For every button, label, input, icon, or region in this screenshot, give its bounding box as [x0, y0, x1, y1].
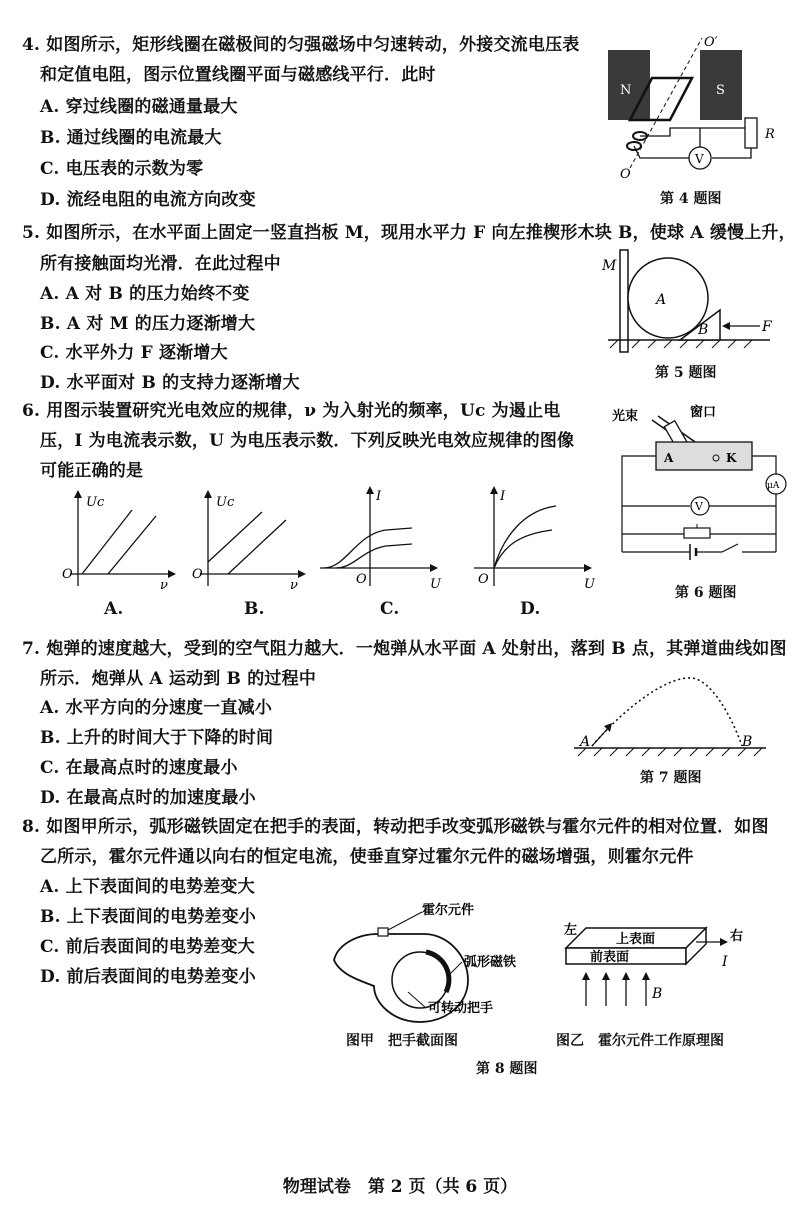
q8-option-b: B. 上下表面间的电势差变小: [40, 907, 257, 927]
resistor: [745, 118, 757, 148]
q6a-xlabel: ν: [160, 578, 168, 593]
q8-figure-b: [556, 918, 766, 1010]
q8-stem-line1: 8. 如图甲所示，弧形磁铁固定在把手的表面，转动把手改变弧形磁铁与霍尔元件的相对位置．如图: [22, 817, 769, 837]
q7-option-a: A. 水平方向的分速度一直减小: [40, 698, 273, 718]
q4-stem-line2: 和定值电阻，图示位置线圈平面与磁感线平行．此时: [40, 65, 436, 85]
q5-option-d: D. 水平面对 B 的支持力逐渐增大: [40, 373, 300, 393]
q6-stem-line1: 6. 用图示装置研究光电效应的规律，ν 为入射光的频率，Uc 为遏止电: [22, 401, 561, 421]
q5-option-b: B. A 对 M 的压力逐渐增大: [40, 314, 256, 334]
q6-graph-c: [316, 484, 446, 590]
page-footer: 物理试卷 第 2 页（共 6 页）: [282, 1177, 518, 1197]
q5-option-a: A. A 对 B 的压力始终不变: [40, 284, 250, 304]
q6d-xlabel: U: [584, 577, 595, 592]
q4-caption: 第 4 题图: [660, 191, 722, 207]
q4-label-r: R: [765, 127, 775, 142]
q5-stem-line2: 所有接触面均光滑．在此过程中: [40, 254, 281, 274]
q6b-xlabel: ν: [290, 578, 298, 593]
q8b-label-front: 前表面: [590, 950, 630, 965]
q6c-origin: O: [356, 572, 367, 587]
q4-label-n: N: [620, 83, 632, 98]
q8-option-c: C. 前后表面间的电势差变大: [40, 937, 255, 957]
trajectory: [592, 678, 742, 746]
q5-label-b: B: [698, 322, 709, 338]
q5-caption: 第 5 题图: [655, 365, 717, 381]
q6-graph-d: [470, 484, 600, 590]
q4-option-d: D. 流经电阻的电流方向改变: [40, 190, 256, 210]
q6d-ylabel: I: [500, 489, 506, 504]
q6-label-a: A: [664, 451, 674, 465]
wall-m: [620, 250, 628, 352]
q6b-ylabel: Uc: [216, 495, 235, 510]
q6-label-beam: 光束: [612, 409, 639, 424]
q8-caption: 第 8 题图: [476, 1061, 538, 1077]
q7-figure: [570, 672, 770, 762]
q8b-label-i: I: [722, 954, 728, 970]
q8-option-d: D. 前后表面间的电势差变小: [40, 967, 256, 987]
q6-label-window: 窗口: [690, 405, 717, 420]
q4-figure: [600, 28, 790, 188]
q7-label-b: B: [742, 734, 753, 750]
q8b-label-b: B: [652, 986, 663, 1002]
q6c-ylabel: I: [376, 489, 382, 504]
q5-label-a: A: [656, 292, 667, 308]
q8-figure-a: [328, 900, 528, 1030]
q6a-ylabel: Uc: [86, 495, 105, 510]
q6-caption: 第 6 题图: [675, 585, 737, 601]
q7-caption: 第 7 题图: [640, 770, 702, 786]
q4-option-b: B. 通过线圈的电流最大: [40, 128, 222, 148]
q5-stem-line1: 5. 如图所示，在水平面上固定一竖直挡板 M，现用水平力 F 向左推楔形木块 B，使球 A 缓慢上升，: [22, 223, 796, 243]
q8a-caption: 图甲 把手截面图: [346, 1033, 458, 1049]
q8b-label-top: 上表面: [616, 932, 656, 947]
q7-option-d: D. 在最高点时的加速度最小: [40, 788, 256, 808]
q7-stem-line2: 所示．炮弹从 A 运动到 B 的过程中: [40, 669, 317, 689]
q6d-origin: O: [478, 572, 489, 587]
q4-label-s: S: [716, 83, 725, 98]
q8b-label-left: 左: [564, 923, 578, 938]
q6-label-ua: μA: [767, 481, 780, 491]
q6-graph-a-letter: A.: [104, 599, 124, 619]
q6-stem-line3: 可能正确的是: [40, 461, 144, 481]
ball-a: [628, 258, 708, 338]
q6b-origin: O: [192, 567, 203, 582]
q4-stem-line1: 4. 如图所示，矩形线圈在磁极间的匀强磁场中匀速转动，外接交流电压表: [22, 35, 580, 55]
q6-label-k: K: [726, 451, 737, 465]
q4-option-c: C. 电压表的示数为零: [40, 159, 204, 179]
q8-option-a: A. 上下表面间的电势差变大: [40, 877, 255, 897]
q7-option-c: C. 在最高点时的速度最小: [40, 758, 238, 778]
q4-label-o: O: [620, 167, 631, 182]
q6-graph-c-letter: C.: [380, 599, 400, 619]
q6-stem-line2: 压，I 为电流表示数，U 为电压表示数．下列反映光电效应规律的图像: [40, 431, 575, 451]
q5-label-m: M: [602, 258, 617, 274]
q6-graph-b-letter: B.: [244, 599, 265, 619]
hall-element: [378, 928, 388, 936]
q7-option-b: B. 上升的时间大于下降的时间: [40, 728, 274, 748]
q4-option-a: A. 穿过线圈的磁通量最大: [40, 97, 238, 117]
q8a-label-handle: 可转动把手: [428, 1001, 494, 1016]
q8b-caption: 图乙 霍尔元件工作原理图: [556, 1033, 724, 1049]
q4-label-o2: O′: [704, 35, 718, 50]
q7-label-a: A: [580, 734, 591, 750]
q8a-label-hall: 霍尔元件: [422, 903, 475, 918]
q6-graph-a: [60, 490, 180, 593]
q8b-label-right: 右: [730, 929, 744, 944]
q8a-label-magnet: 弧形磁铁: [464, 955, 517, 970]
q5-figure: [600, 248, 790, 358]
q6-label-v: V: [695, 500, 703, 513]
rheostat: [684, 528, 710, 538]
q6-apparatus: [612, 400, 792, 580]
q5-label-f: F: [762, 319, 772, 335]
q4-label-v: V: [695, 152, 704, 166]
q7-stem-line1: 7. 炮弹的速度越大，受到的空气阻力越大．一炮弹从水平面 A 处射出，落到 B 点，其弹道曲线如图: [22, 639, 787, 659]
q6c-xlabel: U: [430, 577, 441, 592]
q6a-origin: O: [62, 567, 73, 582]
q8-stem-line2: 乙所示，霍尔元件通以向右的恒定电流，使垂直穿过霍尔元件的磁场增强，则霍尔元件: [40, 847, 694, 867]
q5-option-c: C. 水平外力 F 逐渐增大: [40, 343, 228, 363]
q6-graph-b: [190, 490, 310, 593]
q6-graph-d-letter: D.: [520, 599, 541, 619]
